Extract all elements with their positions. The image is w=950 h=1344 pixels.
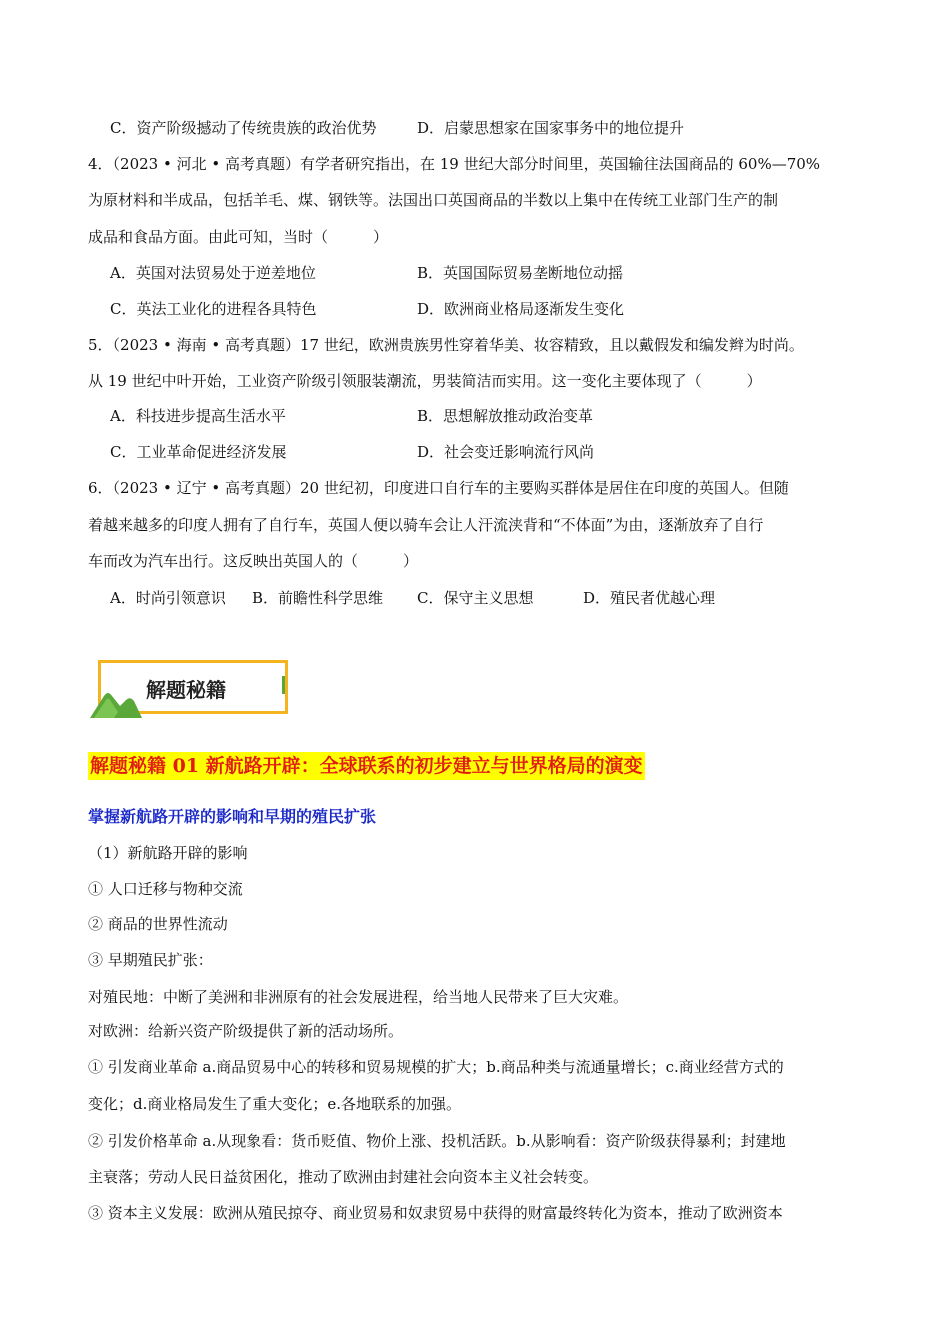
body-item-3: ③ 早期殖民扩张：: [88, 951, 213, 969]
q4-option-a: A．英国对法贸易处于逆差地位: [110, 264, 316, 282]
q5-option-a: A．科技进步提高生活水平: [110, 407, 286, 425]
section-title: 解题秘籍 01 新航路开辟：全球联系的初步建立与世界格局的演变: [88, 752, 645, 780]
body-capitalism-line1: ③ 资本主义发展：欧洲从殖民掠夺、商业贸易和奴隶贸易中获得的财富最终转化为资本，推动了欧洲资本: [88, 1204, 783, 1222]
q4-option-c: C．英法工业化的进程各具特色: [110, 300, 317, 318]
q5-stem-line2: 从 19 世纪中叶开始，工业资产阶级引领服装潮流，男装简洁而实用。这一变化主要体现了（ ）: [88, 372, 762, 390]
body-europe-effect: 对欧洲：给新兴资产阶级提供了新的活动场所。: [88, 1022, 404, 1040]
body-point-1: （1）新航路开辟的影响: [88, 844, 248, 862]
q4-stem-line3: 成品和食品方面。由此可知，当时（ ）: [88, 228, 389, 246]
body-item-2: ② 商品的世界性流动: [88, 915, 228, 933]
q4-stem-line1: 4．（2023 • 河北 • 高考真题）有学者研究指出，在 19 世纪大部分时间里，英国输往法国商品的 60%—70%: [88, 155, 821, 173]
q5-option-c: C．工业革命促进经济发展: [110, 443, 287, 461]
mountain-icon: [90, 682, 150, 718]
banner-accent-bar: [282, 676, 285, 694]
q6-option-a: A．时尚引领意识: [110, 589, 226, 607]
q6-option-b: B．前瞻性科学思维: [252, 589, 384, 607]
q6-option-c: C．保守主义思想: [417, 589, 534, 607]
q6-stem-line3: 车而改为汽车出行。这反映出英国人的（ ）: [88, 552, 419, 570]
q6-stem-line2: 着越来越多的印度人拥有了自行车，英国人便以骑车会让人汗流浃背和“不体面”为由，逐渐放弃了自行: [88, 516, 764, 534]
q4-option-d: D．欧洲商业格局逐渐发生变化: [417, 300, 625, 318]
body-price-line2: 主衰落；劳动人民日益贫困化，推动了欧洲由封建社会向资本主义社会转变。: [88, 1168, 599, 1186]
q4-stem-line2: 为原材料和半成品，包括羊毛、煤、钢铁等。法国出口英国商品的半数以上集中在传统工业部门生产的制: [88, 191, 779, 209]
body-item-1: ① 人口迁移与物种交流: [88, 880, 243, 898]
section-subtitle: 掌握新航路开辟的影响和早期的殖民扩张: [88, 807, 377, 826]
q4-option-b: B．英国国际贸易垄断地位动摇: [417, 264, 624, 282]
body-price-line1: ② 引发价格革命 a.从现象看：货币贬值、物价上涨、投机活跃。b.从影响看：资产阶级获得暴利；封建地: [88, 1132, 786, 1150]
q6-stem-line1: 6．（2023 • 辽宁 • 高考真题）20 世纪初，印度进口自行车的主要购买群体是居住在印度的英国人。但随: [88, 479, 789, 497]
banner-label: 解题秘籍: [146, 678, 226, 702]
q3-option-c: C．资产阶级撼动了传统贵族的政治优势: [110, 119, 377, 137]
body-commerce-line1: ① 引发商业革命 a.商品贸易中心的转移和贸易规模的扩大；b.商品种类与流通量增长；c.商业经营方式的: [88, 1058, 784, 1076]
q5-option-b: B．思想解放推动政治变革: [417, 407, 594, 425]
q6-option-d: D．殖民者优越心理: [583, 589, 716, 607]
body-colony-effect: 对殖民地：中断了美洲和非洲原有的社会发展进程，给当地人民带来了巨大灾难。: [88, 988, 629, 1006]
q3-option-d: D．启蒙思想家在国家事务中的地位提升: [417, 119, 685, 137]
q5-option-d: D．社会变迁影响流行风尚: [417, 443, 595, 461]
section-banner: [90, 660, 292, 716]
body-commerce-line2: 变化；d.商业格局发生了重大变化；e.各地联系的加强。: [88, 1095, 462, 1113]
q5-stem-line1: 5．（2023 • 海南 • 高考真题）17 世纪，欧洲贵族男性穿着华美、妆容精致，且以戴假发和编发辫为时尚。: [88, 336, 804, 354]
